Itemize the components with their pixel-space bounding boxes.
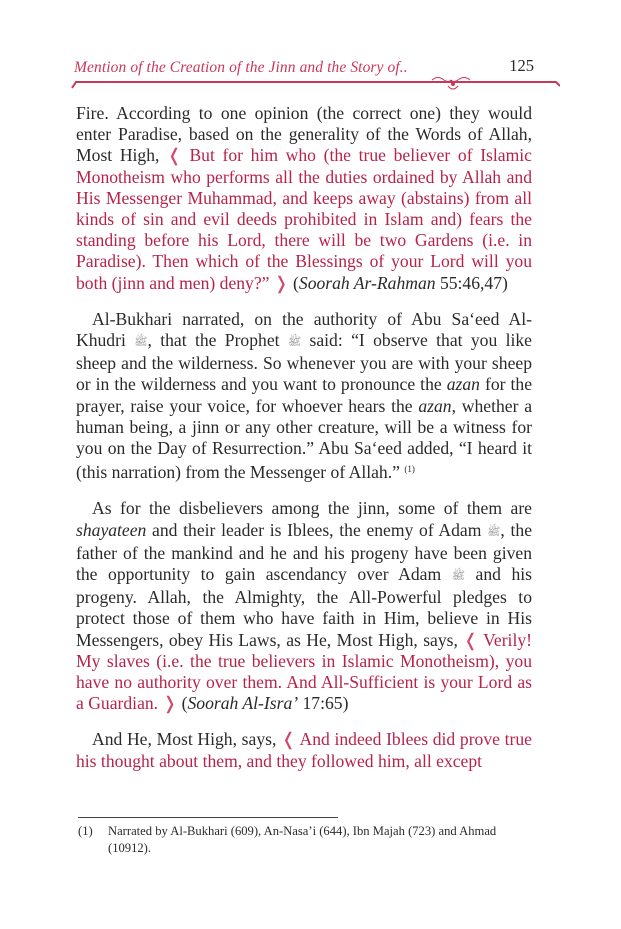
- text: Al-Bukhari narrated, on the authority of Abu Sa‘eed Al-Khudri: [76, 308, 532, 351]
- paragraph-3: [76, 498, 532, 714]
- quran-quote: But for him who (the true believer of Islamic Monotheism who performs all the duties ordained by Allah and His Messenger Muhammad, and keeps away (abstains) from all kinds of sin and evil deeds prohibited in Islam and) fears the standing before his Lord, there will be two Gardens (i.e. in Paradise). Then which of the Blessings of your Lord will you both (jinn and men) deny?”: [76, 145, 532, 293]
- text: , the father of the mankind and he and his progeny have been given the opportunity to gain ascendancy over Adam: [76, 519, 533, 585]
- ornate-bracket-open-icon: ❬: [281, 729, 296, 750]
- ornate-bracket-open-icon: ❬: [463, 629, 479, 650]
- italic-term: azan: [418, 395, 452, 416]
- text: As for the disbelievers among the jinn, some of them are: [92, 498, 532, 519]
- paragraph-4: [76, 729, 532, 771]
- running-header: [70, 56, 560, 96]
- surah-name: Soorah Ar-Rahman: [298, 272, 436, 293]
- chapter-title: Mention of the Creation of the Jinn and the Story of..: [74, 59, 408, 76]
- ornate-bracket-close-icon: ❭: [162, 693, 178, 714]
- ornate-bracket-open-icon: ❬: [167, 145, 182, 166]
- italic-term: azan: [446, 374, 480, 395]
- footnote-reference[interactable]: (1): [404, 464, 415, 475]
- text: for the prayer, raise your voice, for whoever hears the: [76, 374, 532, 416]
- verse-reference: 55:46,47): [435, 272, 508, 293]
- honorific-icon: ﷺ: [287, 336, 302, 349]
- honorific-icon: ﷺ: [451, 570, 465, 583]
- text: , that the Prophet: [147, 330, 288, 351]
- paragraph-2: [76, 309, 532, 484]
- text: and their leader is Iblees, the enemy of Adam: [146, 519, 488, 540]
- text: said: “I observe that you like sheep and the wilderness. So whenever you are with your sheep or in the wilderness and you want to pronounce the: [76, 330, 532, 395]
- footnote-item: [78, 823, 534, 857]
- paragraph-1: [76, 103, 532, 294]
- text: And He, Most High, says,: [92, 729, 282, 750]
- surah-name: Soorah Al-Isra’: [187, 693, 299, 714]
- footnotes: [78, 823, 534, 857]
- italic-term: shayateen: [76, 519, 147, 540]
- honorific-icon: ﷺ: [134, 336, 148, 349]
- page-body: [76, 103, 532, 787]
- quran-quote: And indeed Iblees did prove true his thought about them, and they followed him, all except: [76, 729, 532, 771]
- text: , whether a human being, a jinn or any other creature, will be a witness for you on the Day of Resurrection.” Abu Sa‘eed added, “I heard it (this narration) from the Messenger of Allah.”: [76, 395, 532, 483]
- floral-ornament-icon: [70, 76, 560, 96]
- quran-quote: Verily! My slaves (i.e. the true believers in Islamic Monotheism), you have no authority over them. And All-Sufficient is your Lord as a Guardian.: [76, 629, 532, 714]
- footnote-number: (1): [78, 824, 93, 838]
- footnote-divider: [78, 817, 338, 818]
- text: Fire. According to one opinion (the correct one) they would enter Paradise, based on the generality of the Words of Allah, Most High,: [76, 103, 532, 166]
- honorific-icon: ﷺ: [487, 525, 501, 538]
- reference-open: (: [177, 693, 188, 714]
- ornate-bracket-close-icon: ❭: [273, 272, 289, 293]
- page-number: 125: [509, 56, 534, 75]
- text: and his progeny. Allah, the Almighty, the All-Powerful pledges to protect those of them who have faith in Him, believe in His Messengers, obey His Laws, as He, Most High, says,: [76, 564, 532, 650]
- reference-open: (: [288, 272, 299, 293]
- footnote-text: Narrated by Al-Bukhari (609), An-Nasa’i (644), Ibn Majah (723) and Ahmad (10912).: [108, 824, 497, 855]
- verse-reference: 17:65): [298, 693, 349, 714]
